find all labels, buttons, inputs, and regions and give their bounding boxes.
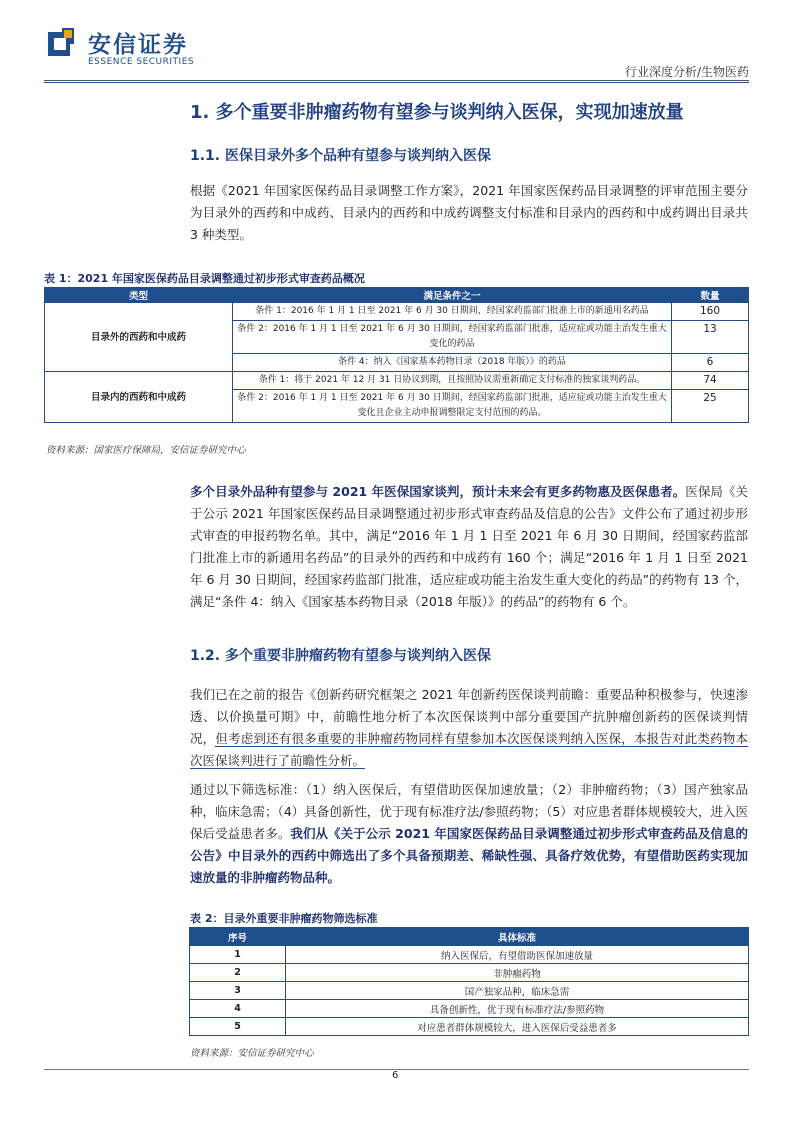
section-1-title: 1. 多个重要非肿瘤药物有望参与谈判纳入医保，实现加速放量: [190, 102, 684, 123]
paragraph-1-text: 我们已在之前的报告《创新药研究框架之 2021 年创新药医保谈判前瞻：重要品种积极参与，快速渗透、以价换量可期》中，前瞻性地分析了本次医保谈判中部分重要国产抗肿瘤创新药的医保谈判情况，: [190, 687, 748, 746]
header-divider-accent: [44, 82, 749, 83]
section-1-2-title: 1.2. 多个重要非肿瘤药物有望参与谈判纳入医保: [190, 648, 491, 664]
table-1-condition: 条件 2：2016 年 1 月 1 日至 2021 年 6 月 30 日期间，经国家药监部门批准，适应症或功能主治发生重大变化且企业主动申报调整限定支付范围的药品。: [233, 390, 672, 423]
table-2-no: 5: [190, 1018, 286, 1036]
table-1-count: 74: [672, 372, 749, 390]
table-2-criteria: 对应患者群体规模较大，进入医保后受益患者多: [286, 1018, 749, 1036]
table-2-caption: 表 2：目录外重要非肿瘤药物筛选标准: [190, 912, 378, 925]
table-1-header-type: 类型: [45, 288, 233, 303]
table-2-criteria: 具备创新性，优于现有标准疗法/参照药物: [286, 1000, 749, 1018]
table-1-caption: 表 1：2021 年国家医保药品目录调整通过初步形式审查药品概况: [44, 272, 365, 285]
table-2-header-criteria: 具体标准: [286, 928, 749, 946]
table-2-no: 4: [190, 1000, 286, 1018]
brand-name-cn: 安信证券: [88, 32, 188, 58]
paragraph-2-text: 通过以下筛选标准：（1）纳入医保后，有望借助医保加速放量；（2）非肿瘤药物；（3）国产独家品种，临床急需；（4）具备创新性，优于现有标准疗法/参照药物；（5）对应患者群体规模较大，进入医保后受益患者多。: [190, 782, 748, 841]
table-2-source: 资料来源：安信证券研究中心: [190, 1048, 314, 1059]
page-number: 6: [392, 1070, 399, 1081]
table-1-condition: 条件 4：纳入《国家基本药物目录（2018 年版）》的药品: [233, 354, 672, 372]
table-row: [190, 982, 749, 1000]
table-2-criteria: 纳入医保后，有望借助医保加速放量: [286, 946, 749, 964]
paragraph-2-bold: 我们从《关于公示 2021 年国家医保药品目录调整通过初步形式审查药品及信息的公告》中目录外的西药中筛选出了多个具备预期差、稀缺性强、具备疗效优势，有望借助医药实现加速放量的非肿瘤药物品种。: [190, 826, 748, 885]
table-2-criteria: 非肿瘤药物: [286, 964, 749, 982]
summary-body: 医保局《关于公示 2021 年国家医保药品目录调整通过初步形式审查药品及信息的公告》文件公布了通过初步形式审查的申报药物名单。其中，满足“2016 年 1 月 1 日至 2021 年 6 月 30 日期间，经国家药监部门批准上市的新通用名药品”的目录外的西药和中成药有 160 个；满足“2016 年 1 月 1 日至 2021 年 6 月 30 日期间，经国家药监部门批准，适应症或功能主治发生重大变化的药品”的药物有 13 个，满足“条件 4：纳入《国家基本药物目录（2018 年版）》的药品”的药物有 6 个。: [190, 484, 748, 609]
section-1-1-paragraph: 根据《2021 年国家医保药品目录调整工作方案》，2021 年国家医保药品目录调整的评审范围主要分为目录外的西药和中成药、目录内的西药和中成药调整支付标准和目录内的西药和中成药调出目录共 3 种类型。: [190, 183, 748, 242]
report-category: 行业深度分析/生物医药: [624, 65, 749, 79]
table-row: [45, 372, 749, 390]
section-1-2-paragraph-2: [190, 779, 748, 889]
paragraph-1-underlined: 但考虑到还有很多重要的非肿瘤药物同样有望参加本次医保谈判纳入医保，本报告对此类药物本次医保谈判进行了前瞻性分析。: [190, 731, 748, 768]
brand-name-en: ESSENCE SECURITIES: [88, 57, 195, 67]
table-1-condition: 条件 1：2016 年 1 月 1 日至 2021 年 6 月 30 日期间，经国家药监部门批准上市的新通用名药品: [233, 303, 672, 321]
table-1-header-count: 数量: [672, 288, 749, 303]
section-1-2-paragraph-1: [190, 684, 748, 772]
table-row: [190, 1000, 749, 1018]
table-1-group-type: 目录外的西药和中成药: [45, 303, 233, 372]
table-1-count: 6: [672, 354, 749, 372]
table-2: [189, 927, 749, 1036]
table-row: [190, 964, 749, 982]
table-2-criteria: 国产独家品种，临床急需: [286, 982, 749, 1000]
table-1-header-condition: 满足条件之一: [233, 288, 672, 303]
table-2-no: 1: [190, 946, 286, 964]
table-row: [190, 1018, 749, 1036]
table-1-condition: 条件 1：将于 2021 年 12 月 31 日协议到期，且按照协议需重新确定支付标准的独家谈判药品。: [233, 372, 672, 390]
table-1-count: 160: [672, 303, 749, 321]
table-2-header-no: 序号: [190, 928, 286, 946]
table-2-no: 3: [190, 982, 286, 1000]
table-row: [45, 303, 749, 321]
table-1-condition: 条件 2：2016 年 1 月 1 日至 2021 年 6 月 30 日期间，经国家药监部门批准，适应症或功能主治发生重大变化的药品: [233, 321, 672, 354]
summary-bold-lead: 多个目录外品种有望参与 2021 年医保国家谈判，预计未来会有更多药物惠及医保患者。: [190, 484, 686, 499]
table-row: [190, 946, 749, 964]
table-1-count: 25: [672, 390, 749, 423]
essence-logo-icon: [46, 26, 76, 58]
table-1-group-type: 目录内的西药和中成药: [45, 372, 233, 423]
table-1: [44, 287, 749, 423]
section-1-1-summary: [190, 481, 748, 613]
table-2-no: 2: [190, 964, 286, 982]
table-1-count: 13: [672, 321, 749, 354]
table-1-source: 资料来源：国家医疗保障局，安信证券研究中心: [46, 445, 246, 456]
header-divider: [44, 80, 749, 81]
section-1-1-title: 1.1. 医保目录外多个品种有望参与谈判纳入医保: [190, 148, 491, 164]
